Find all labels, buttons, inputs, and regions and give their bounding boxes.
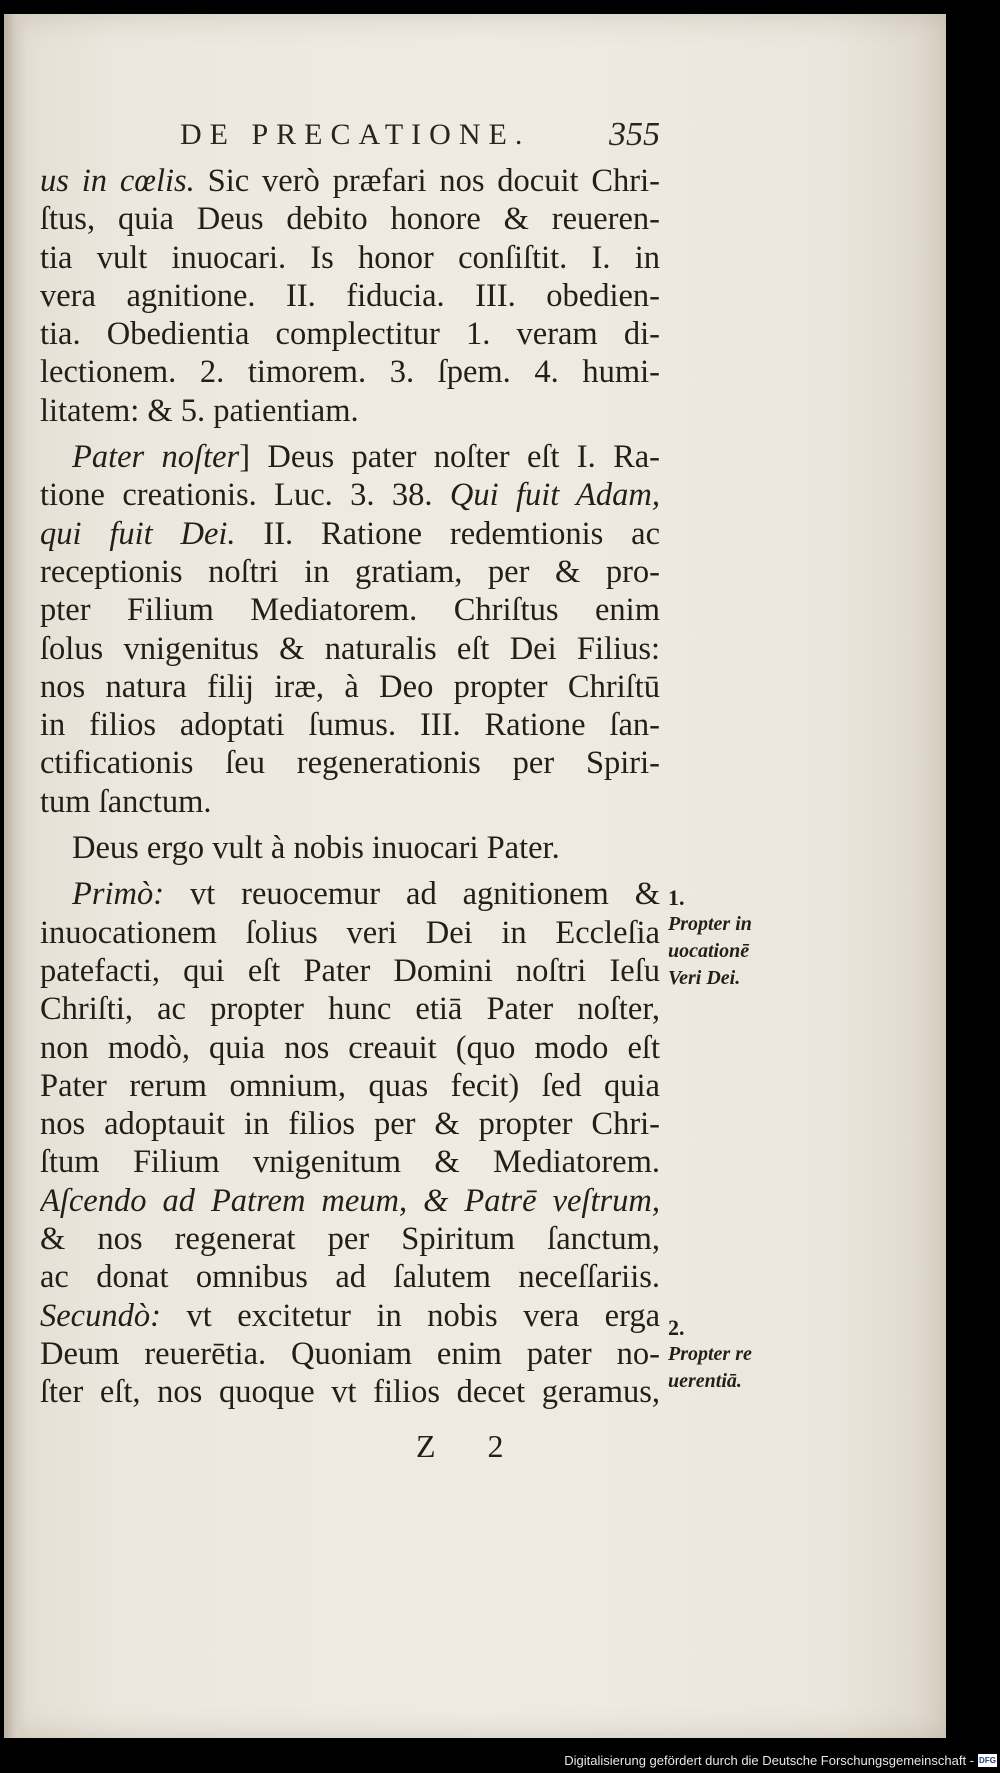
text-line [40, 829, 660, 867]
text-segment: inuocationem ſolius veri Dei in Eccleſia [40, 914, 660, 951]
margin-note-line: uerentiā. [668, 1370, 742, 1392]
margin-note-line: Propter re [668, 1343, 752, 1365]
italic-segment: Primò: [72, 876, 165, 913]
text-line [40, 515, 660, 553]
text-segment: litatem: & 5. patientiam. [40, 392, 359, 429]
text-line [40, 591, 660, 629]
text-line [40, 277, 660, 315]
signature-mark: Z 2 [416, 1428, 526, 1464]
text-line [40, 1182, 660, 1220]
text-segment: pter Filium Mediatorem. Chriſtus enim [40, 592, 660, 629]
text-segment: vt reuocemur ad agnitionem & [164, 876, 660, 913]
italic-segment: Qui fuit Adam, [449, 477, 660, 514]
text-line [40, 1258, 660, 1296]
italic-segment: Pater noſter [72, 439, 240, 476]
italic-segment: Aſcendo ad Patrem meum, & Patrē veſtrum, [40, 1182, 660, 1219]
text-segment: ſter eſt, nos quoque vt filios decet geramus, [40, 1374, 660, 1411]
text-line [40, 952, 660, 990]
text-line [40, 553, 660, 591]
paragraph-gap [40, 821, 660, 829]
text-segment: ac donat omnibus ad ſalutem neceſſariis. [40, 1259, 660, 1296]
italic-segment: us in cœlis. [40, 163, 195, 199]
margin-note-line: uocationē [668, 940, 750, 962]
text-segment: tione creationis. Luc. 3. 38. [40, 477, 450, 514]
dfg-logo-icon: DFG [979, 1756, 996, 1765]
text-segment: & nos regenerat per Spiritum ſanctum, [40, 1221, 660, 1258]
text-segment: Pater rerum omnium, quas fecit) ſed quia [40, 1067, 660, 1104]
text-segment: non modò, quia nos creauit (quo modo eſt [40, 1029, 660, 1066]
paragraph-gap [40, 867, 660, 875]
page-gutter [4, 14, 26, 1738]
text-segment: tum ſanctum. [40, 783, 212, 820]
text-line [40, 200, 660, 238]
margin-note-number: 1. [668, 885, 685, 910]
book-page [4, 14, 946, 1738]
footer-credit: Digitalisierung gefördert durch die Deutsche Forschungsgemeinschaft - [564, 1753, 974, 1768]
margin-note-line: Veri Dei. [668, 967, 741, 989]
italic-segment: Secundò: [40, 1297, 161, 1334]
text-line [40, 392, 660, 430]
text-line [40, 1029, 660, 1067]
text-line [40, 1143, 660, 1181]
text-segment: ſtus, quia Deus debito honore & reueren- [40, 201, 660, 238]
paragraph-gap [40, 430, 660, 438]
running-head: DE PRECATIONE. [180, 118, 531, 151]
footer-bar [0, 1750, 1000, 1773]
text-segment: vt excitetur in nobis vera erga [160, 1297, 660, 1334]
text-line [40, 1067, 660, 1105]
text-line [40, 1297, 660, 1335]
text-segment: ] Deus pater noſter eſt I. Ra- [239, 439, 660, 476]
margin-note-number: 2. [668, 1315, 685, 1340]
text-segment: tia vult inuocari. Is honor conſiſtit. I. in [40, 239, 660, 276]
text-line [40, 162, 660, 200]
text-line [40, 1373, 660, 1411]
text-line [40, 744, 660, 782]
text-line [40, 239, 660, 277]
text-line [40, 353, 660, 391]
text-line [40, 783, 660, 821]
text-segment: Deus ergo vult à nobis inuocari Pater. [72, 830, 560, 867]
text-line [40, 1335, 660, 1373]
text-segment: II. Ratione redemtionis ac [235, 515, 660, 552]
margin-note-line: Propter in [668, 913, 752, 935]
text-segment: Chriſti, ac propter hunc etiā Pater noſter, [40, 991, 660, 1028]
text-segment: tia. Obedientia complectitur 1. veram di- [40, 316, 660, 353]
text-segment: Sic verò præfari nos docuit Chri- [194, 163, 660, 199]
text-segment: lectionem. 2. timorem. 3. ſpem. 4. humi- [40, 354, 660, 391]
text-segment: vera agnitione. II. fiducia. III. obedien- [40, 277, 660, 314]
text-segment: ctificationis ſeu regenerationis per Spiri- [40, 745, 660, 782]
text-line [40, 914, 660, 952]
text-segment: in filios adoptati ſumus. III. Ratione ſan- [40, 707, 660, 744]
text-line [40, 875, 660, 913]
page-number: 355 [609, 116, 660, 153]
text-segment: receptionis noſtri in gratiam, per & pro- [40, 553, 660, 590]
italic-segment: qui fuit Dei. [40, 515, 236, 552]
text-line [40, 476, 660, 514]
text-line [40, 630, 660, 668]
text-segment: ſolus vnigenitus & naturalis eſt Dei Filius: [40, 630, 660, 667]
text-line [40, 668, 660, 706]
text-line [40, 315, 660, 353]
text-line [40, 1220, 660, 1258]
body-text [40, 162, 660, 1412]
text-line [40, 990, 660, 1028]
margin-note-1 [668, 884, 808, 992]
text-segment: ſtum Filium vnigenitum & Mediatorem. [40, 1144, 660, 1181]
text-segment: nos adoptauit in filios per & propter Chri- [40, 1106, 660, 1143]
text-segment: patefacti, qui eſt Pater Domini noſtri Ieſu [40, 952, 660, 989]
text-line [40, 438, 660, 476]
text-segment: Deum reuerētia. Quoniam enim pater no- [40, 1335, 660, 1372]
margin-note-2 [668, 1314, 808, 1395]
text-segment: nos natura filij iræ, à Deo propter Chriſtū [40, 668, 660, 705]
text-line [40, 1105, 660, 1143]
text-line [40, 706, 660, 744]
